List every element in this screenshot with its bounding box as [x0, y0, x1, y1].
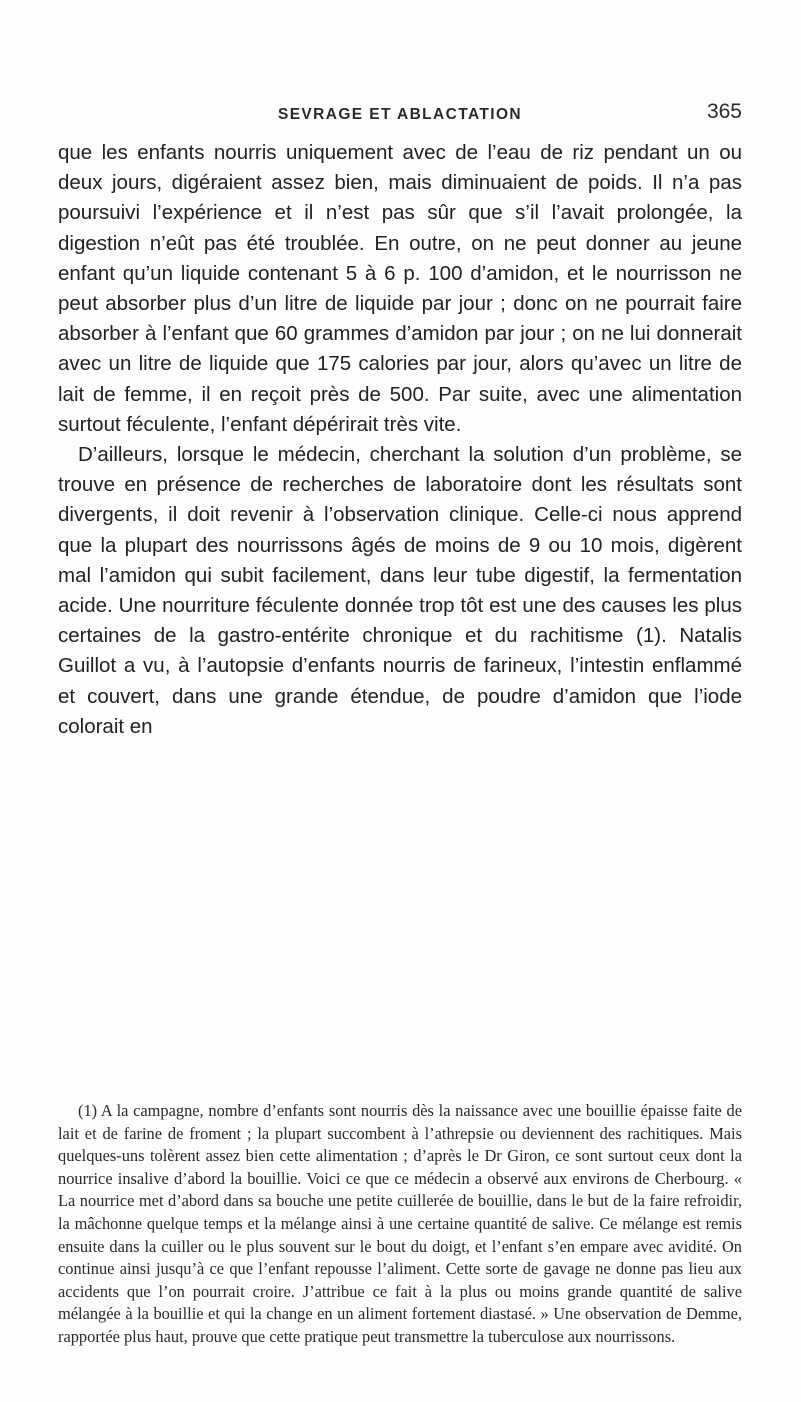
- page-number: 365: [706, 100, 742, 123]
- running-header: [58, 100, 742, 128]
- main-text: [58, 138, 742, 742]
- footnote: [58, 1100, 742, 1349]
- paragraph-continuation: que les enfants nourris uniquement avec de l’eau de riz pendant un ou deux jours, digéraient assez bien, mais diminuaient de poids. Il n’a pas poursuivi l’expérience et il n’est pas sûr que s’il l’avait prolongée, la digestion n’eût pas été troublée. En outre, on ne peut donner au jeune enfant qu’un liquide contenant 5 à 6 p. 100 d’amidon, et le nourrisson ne peut absorber plus d’un litre de liquide par jour ; donc on ne pourrait faire absorber à l’enfant que 60 grammes d’amidon par jour ; on ne lui donnerait avec un litre de liquide que 175 calories par jour, alors qu’avec un litre de lait de femme, il en reçoit près de 500. Par suite, avec une alimentation surtout féculente, l’enfant dépérirait très vite.: [58, 141, 742, 436]
- footnote-text: (1) A la campagne, nombre d’enfants sont nourris dès la naissance avec une bouillie épaisse faite de lait et de farine de froment ; la plupart succombent à l’athrepsie ou deviennent des rachitiques. Mais quelques-uns tolèrent assez bien cette alimentation ; d’après le Dr Giron, ce sont surtout ceux dont la nourrice insalive d’abord la bouillie. Voici ce que ce médecin a observé aux environs de Cherbourg. « La nourrice met d’abord dans sa bouche une petite cuillerée de bouillie, dans le but de la faire refroidir, la mâchonne quelque temps et la mélange ainsi à une certaine quantité de salive. Ce mélange est remis ensuite dans la cuiller ou le plus souvent sur le bout du doigt, et l’enfant s’en empare avec avidité. On continue ainsi jusqu’à ce que l’enfant repousse l’aliment. Cette sorte de gavage ne donne pas lieu aux accidents que l’on pourrait croire. J’attribue ce fait à la plus ou moins grande quantité de salive mélangée à la bouillie et qui la change en un aliment fortement diastasé. » Une observation de Demme, rapportée plus haut, prouve que cette pratique peut transmettre la tuberculose aux nourrissons.: [58, 1101, 742, 1346]
- paragraph: D’ailleurs, lorsque le médecin, cherchant la solution d’un problème, se trouve en présence de recherches de laboratoire dont les résultats sont divergents, il doit revenir à l’observation clinique. Celle-ci nous apprend que la plupart des nourrissons âgés de moins de 9 ou 10 mois, digèrent mal l’amidon qui subit facilement, dans leur tube digestif, la fermentation acide. Une nourriture féculente donnée trop tôt est une des causes les plus certaines de la gastro-entérite chronique et du rachitisme (1). Natalis Guillot a vu, à l’autopsie d’enfants nourris de farineux, l’intestin enflammé et couvert, dans une grande étendue, de poudre d’amidon que l’iode colorait en: [58, 443, 742, 738]
- running-title: SEVRAGE ET ABLACTATION: [277, 106, 523, 123]
